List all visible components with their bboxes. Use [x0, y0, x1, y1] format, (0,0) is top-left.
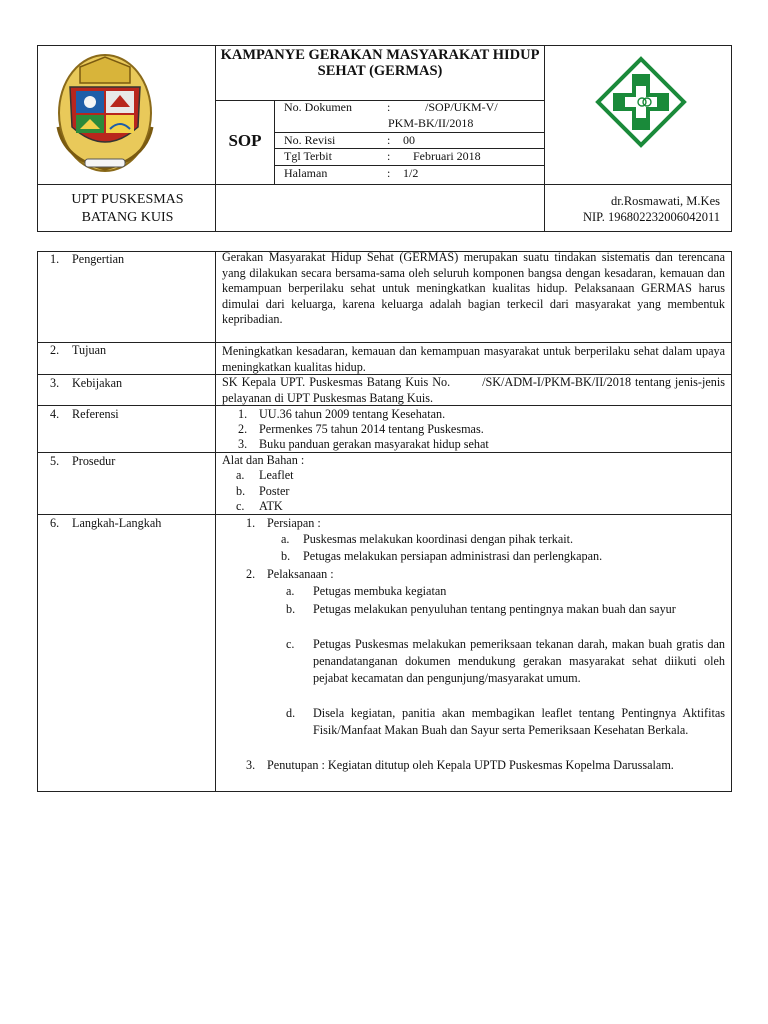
sop-label: SOP	[228, 131, 262, 150]
list-marker: b.	[281, 549, 291, 563]
reference-item: Permenkes 75 tahun 2014 tentang Puskesmas.	[259, 422, 484, 436]
meta-separator: :	[387, 149, 391, 163]
step-item: Petugas melakukan penyuluhan tentang pentingnya makan buah dan sayur	[313, 602, 676, 616]
row-label-kebijakan: Kebijakan	[72, 376, 123, 390]
row-text-kebijakan: SK Kepala UPT. Puskesmas Batang Kuis No. /SK/ADM-I/PKM-BK/II/2018 tentang jenis-jenis pelayanan di UPT Puskesmas Batang Kuis.	[222, 375, 729, 405]
material-item: Poster	[259, 484, 290, 498]
list-marker: a.	[236, 468, 245, 482]
step-item: Puskesmas melakukan koordinasi dengan pihak terkait.	[303, 532, 574, 546]
list-marker: d.	[286, 706, 296, 720]
row-number: 5.	[50, 454, 60, 468]
signatory-name: dr.Rosmawati, M.Kes	[610, 194, 720, 208]
list-marker: 1.	[238, 407, 248, 421]
row-label-prosedur: Prosedur	[72, 454, 116, 468]
list-marker: 2.	[238, 422, 248, 436]
list-marker: 3.	[238, 437, 248, 451]
reference-item: Buku panduan gerakan masyarakat hidup sehat	[259, 437, 489, 451]
row-number: 2.	[50, 343, 60, 357]
meta-value-doc-number: /SOP/UKM-V/	[425, 100, 498, 114]
divider	[215, 251, 216, 792]
meta-label-revision: No. Revisi	[284, 133, 336, 147]
step-item: Petugas Puskesmas melakukan pemeriksaan tekanan darah, makan buah gratis dan penandatanganan dokumen mendukung gerakan masyarakat sehat diikuti oleh pejabat kecamatan dan pengunjung/masyarakat umum.	[313, 637, 725, 685]
meta-value-page: 1/2	[403, 166, 419, 180]
document-title: KAMPANYE GERAKAN MASYARAKAT HIDUP SEHAT (GERMAS)	[220, 47, 540, 79]
meta-value-issue-date: Februari 2018	[413, 149, 481, 163]
meta-value-revision: 00	[403, 133, 415, 147]
row-label-langkah: Langkah-Langkah	[72, 516, 162, 530]
signatory-nip: NIP. 196802232006042011	[582, 210, 720, 224]
material-item: ATK	[259, 499, 283, 513]
step-title-persiapan: Persiapan :	[267, 516, 321, 530]
divider	[37, 342, 732, 343]
list-marker: 2.	[246, 567, 256, 581]
signatory	[546, 193, 732, 225]
row-number: 4.	[50, 407, 60, 421]
list-marker: c.	[236, 499, 245, 513]
list-marker: b.	[286, 602, 296, 616]
row-label-referensi: Referensi	[72, 407, 119, 421]
list-marker: c.	[286, 637, 295, 651]
list-marker: a.	[281, 532, 290, 546]
meta-separator: :	[387, 166, 391, 180]
procedure-intro: Alat dan Bahan :	[222, 453, 305, 467]
unit-name-line-1: UPT PUSKESMAS	[71, 192, 184, 207]
puskesmas-cross-logo-icon	[595, 56, 687, 148]
divider	[544, 45, 545, 232]
row-text-pengertian: Gerakan Masyarakat Hidup Sehat (GERMAS) merupakan suatu tindakan sistematis dan terencana yang dilakukan secara bersama-sama oleh seluruh komponen bangsa dengan kesadaran, kemauan dan kemampuan berperilaku sehat untuk meningkatkan kualitas hidup. Pelaksanaan GERMAS harus dimulai dari keluarga, karena keluarga adalah bagian terkecil dari masyarakat yang membentuk kepribadian.	[222, 250, 725, 326]
reference-item: UU.36 tahun 2009 tentang Kesehatan.	[259, 407, 446, 421]
row-number: 3.	[50, 376, 60, 390]
step-item: Petugas membuka kegiatan	[313, 584, 447, 598]
unit-name	[40, 191, 215, 227]
step-title-penutupan: Penutupan : Kegiatan ditutup oleh Kepala UPTD Puskesmas Kopelma Darussalam.	[267, 758, 674, 772]
list-marker: 3.	[246, 758, 256, 772]
regional-emblem-icon	[50, 47, 160, 179]
step-item: Disela kegiatan, panitia akan membagikan leaflet tentang Pentingnya Aktifitas Fisik/Manfaat Makan Buah dan Sayur serta Pemeriksaan Kesehatan Berkala.	[313, 706, 725, 737]
list-marker: b.	[236, 484, 246, 498]
meta-separator: :	[387, 133, 391, 147]
divider	[274, 100, 275, 184]
row-label-tujuan: Tujuan	[72, 343, 107, 357]
meta-label-page: Halaman	[284, 166, 328, 180]
step-title-pelaksanaan: Pelaksanaan :	[267, 567, 334, 581]
unit-name-line-2: BATANG KUIS	[81, 210, 174, 225]
row-number: 1.	[50, 252, 60, 266]
list-marker: 1.	[246, 516, 256, 530]
meta-label-issue-date: Tgl Terbit	[284, 149, 332, 163]
meta-separator: :	[387, 100, 391, 114]
step-item: Petugas melakukan persiapan administrasi dan perlengkapan.	[303, 549, 603, 563]
list-marker: a.	[286, 584, 295, 598]
meta-value-doc-number-2: PKM-BK/II/2018	[388, 116, 474, 130]
meta-label-doc-number: No. Dokumen	[284, 100, 352, 114]
divider	[37, 184, 732, 185]
row-label-pengertian: Pengertian	[72, 252, 125, 266]
row-number: 6.	[50, 516, 60, 530]
material-item: Leaflet	[259, 468, 294, 482]
divider	[37, 514, 732, 515]
row-text-tujuan: Meningkatkan kesadaran, kemauan dan kemampuan masyarakat untuk berperilaku sehat dalam upaya meningkatkan kualitas hidup.	[222, 344, 725, 374]
